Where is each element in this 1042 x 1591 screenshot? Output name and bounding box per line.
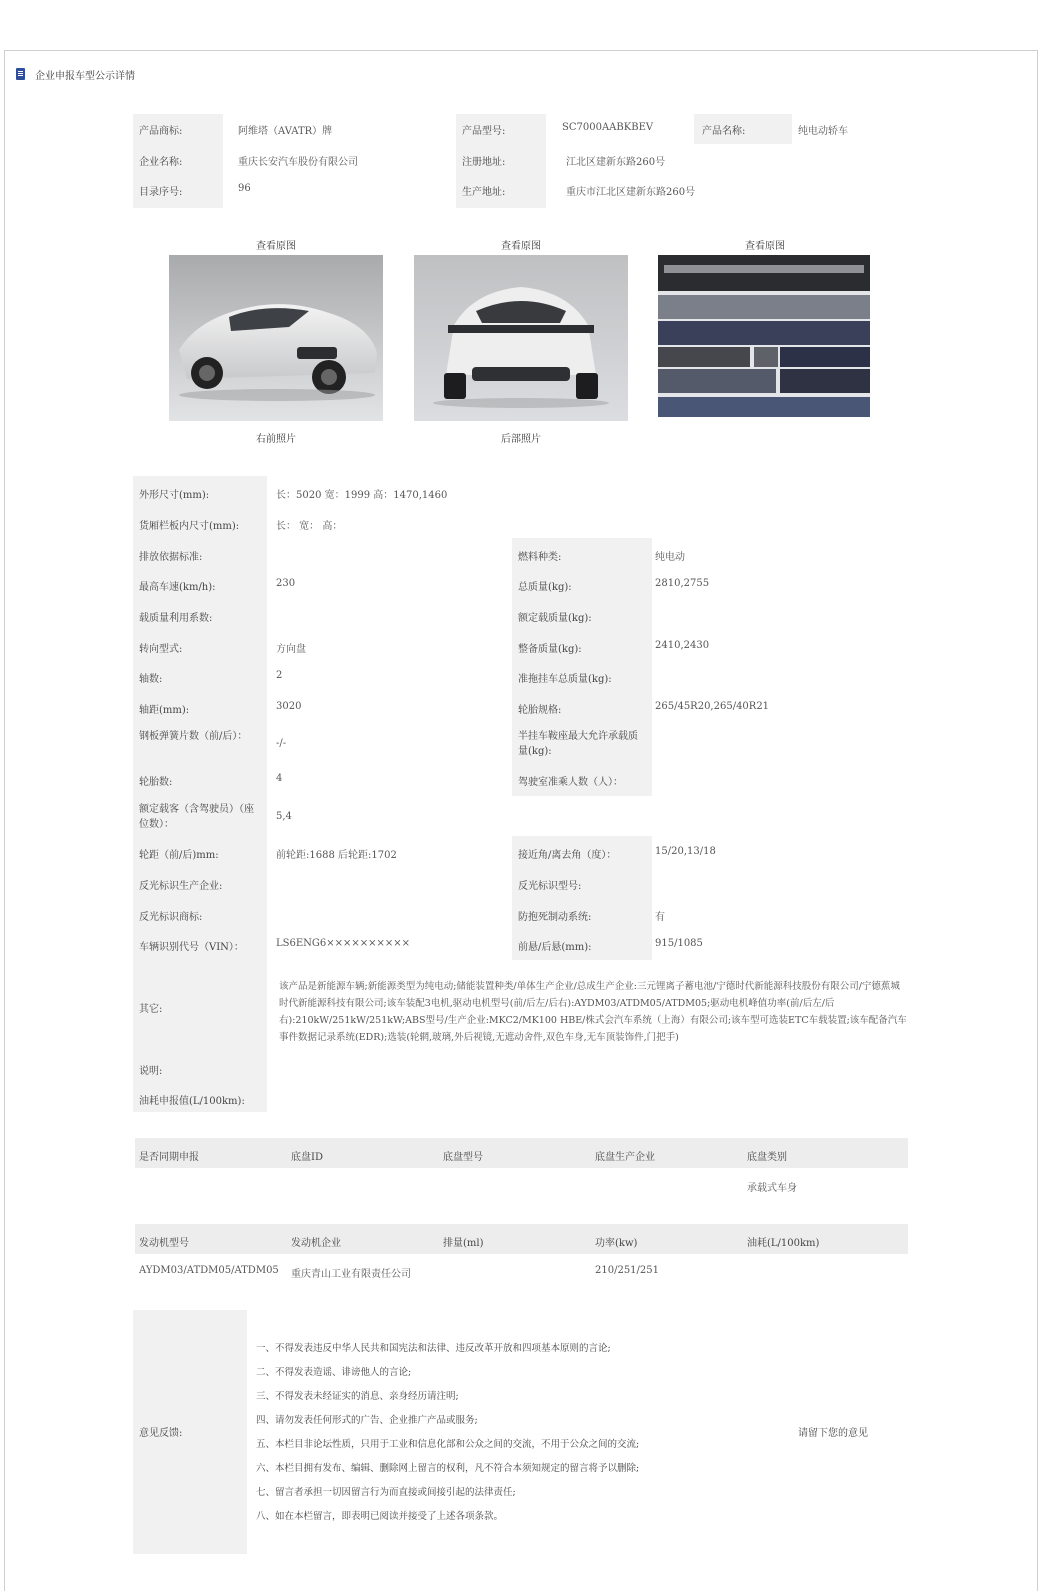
reg-address-label: 注册地址: — [462, 157, 506, 168]
speed-value: 230 — [276, 578, 296, 589]
rated-load-label: 额定载质量(kg): — [518, 613, 592, 624]
front-photo[interactable] — [169, 255, 383, 421]
chassis-col-header: 底盘类别 — [747, 1152, 787, 1163]
view-original-link[interactable]: 查看原图 — [256, 241, 296, 252]
prod-address-value: 重庆市江北区建新东路260号 — [566, 187, 696, 198]
fuel-consumption-label: 油耗申报值(L/100km): — [139, 1096, 245, 1107]
total-mass-label: 总质量(kg): — [518, 582, 572, 593]
engine-col-header: 发动机型号 — [139, 1238, 189, 1249]
prod-address-label: 生产地址: — [462, 187, 506, 198]
engine-col-header: 发动机企业 — [291, 1238, 341, 1249]
rear-photo-caption: 后部照片 — [501, 434, 541, 445]
feedback-rule: 三、不得发表未经证实的消息、亲身经历请注明; — [256, 1391, 459, 1402]
product-name-label: 产品名称: — [702, 126, 746, 137]
detail-photo-collage[interactable] — [658, 255, 870, 417]
model-label: 产品型号: — [462, 126, 506, 137]
tire-spec-label: 轮胎规格: — [518, 705, 562, 716]
chassis-col-header: 底盘ID — [291, 1152, 323, 1163]
fuel-label: 燃料种类: — [518, 552, 562, 563]
saddle-label: 半挂车鞍座最大允许承载质量(kg): — [518, 731, 638, 757]
wheelbase-label: 轴距(mm): — [139, 705, 190, 716]
other-value: 该产品是新能源车辆;新能源类型为纯电动;储能装置种类/单体生产企业/总成生产企业:三元锂离子蓄电池/宁德时代新能源科技股份有限公司/宁德蕉城时代新能源科技有限公司;该车装配3电机,驱动电机型号(前/后左/后右):AYDM03/ATDM05/ATDM05;驱动电机峰值功率(前/后左/后右):210kW/251kW/251kW;ABS型号/生产企业:MKC2/MK100 HBE/株式会汽车系统（上海）有限公司;该车型可选装ETC车载装置;该车配备汽车事件数据记录系统(EDR);选装(轮辋,玻璃,外后视镜,无遮动舍件,双色车身,无车顶装饰件,门把手) — [279, 981, 907, 1043]
label-shade — [133, 966, 267, 1112]
tire-spec-value: 265/45R20,265/40R21 — [655, 701, 770, 712]
trailer-label: 准拖挂车总质量(kg): — [518, 674, 612, 685]
reg-address-value: 江北区建新东路260号 — [566, 157, 666, 168]
view-original-link[interactable]: 查看原图 — [745, 241, 785, 252]
cargo-label: 货厢栏板内尺寸(mm): — [139, 521, 240, 532]
dim-label: 外形尺寸(mm): — [139, 490, 210, 501]
feedback-rule: 八、如在本栏留言，即表明已阅读并接受了上述各项条款。 — [256, 1511, 504, 1522]
feedback-rule: 二、不得发表造谣、诽谤他人的言论; — [256, 1367, 412, 1378]
axles-value: 2 — [276, 670, 283, 681]
steer-value: 方向盘 — [276, 644, 306, 655]
spring-label: 钢板弹簧片数（前/后）： — [139, 731, 248, 742]
reflect-model-label: 反光标识型号: — [518, 881, 582, 892]
spring-value: -/- — [276, 738, 287, 749]
document-icon — [16, 68, 25, 80]
tire-count-value: 4 — [276, 773, 283, 784]
company-value: 重庆长安汽车股份有限公司 — [238, 157, 358, 168]
feedback-rule: 一、不得发表违反中华人民共和国宪法和法律、违反改革开放和四项基本原则的言论; — [256, 1343, 611, 1354]
rear-photo[interactable] — [414, 255, 628, 421]
brand-value: 阿维塔（AVATR）牌 — [238, 126, 333, 137]
engine-cell: AYDM03/ATDM05/ATDM05 — [139, 1265, 279, 1276]
engine-cell: 210/251/251 — [595, 1265, 659, 1276]
curb-mass-label: 整备质量(kg): — [518, 644, 582, 655]
other-label: 其它: — [139, 1004, 163, 1015]
note-label: 说明: — [139, 1066, 163, 1077]
chassis-table-header — [135, 1138, 908, 1168]
front-photo-caption: 右前照片 — [256, 434, 296, 445]
track-value: 前轮距:1688 后轮距:1702 — [276, 850, 397, 861]
seats-value: 5,4 — [276, 811, 292, 822]
view-original-link[interactable]: 查看原图 — [501, 241, 541, 252]
catalog-label: 目录序号: — [139, 187, 183, 198]
engine-col-header: 油耗(L/100km) — [747, 1238, 820, 1249]
abs-label: 防抱死制动系统: — [518, 912, 592, 923]
angle-label: 接近角/离去角（度）： — [518, 850, 617, 861]
reflect-mfr-label: 反光标识生产企业: — [139, 881, 223, 892]
overhang-label: 前悬/后悬(mm): — [518, 942, 592, 953]
vin-value: LS6ENG6×××××××××× — [276, 938, 411, 949]
feedback-rule: 五、本栏目非论坛性质，只用于工业和信息化部和公众之间的交流，不用于公众之间的交流; — [256, 1439, 640, 1450]
engine-col-header: 排量(ml) — [443, 1238, 484, 1249]
page-title: 企业申报车型公示详情 — [35, 70, 135, 82]
feedback-label: 意见反馈: — [139, 1428, 183, 1439]
cab-label: 驾驶室准乘人数（人）： — [518, 777, 623, 788]
axles-label: 轴数: — [139, 674, 163, 685]
engine-col-header: 功率(kw) — [595, 1238, 638, 1249]
angle-value: 15/20,13/18 — [655, 846, 716, 857]
feedback-rule: 七、留言者承担一切因留言行为而直接或间接引起的法律责任; — [256, 1487, 516, 1498]
cargo-value: 长： 宽： 高： — [276, 521, 343, 532]
abs-value: 有 — [655, 912, 665, 923]
steer-label: 转向型式: — [139, 644, 183, 655]
feedback-rule: 六、本栏目拥有发布、编辑、删除网上留言的权利，凡不符合本须知规定的留言将予以删除; — [256, 1463, 640, 1474]
company-label: 企业名称: — [139, 157, 183, 168]
chassis-cell: 承载式车身 — [747, 1183, 797, 1194]
speed-label: 最高车速(km/h): — [139, 582, 216, 593]
feedback-rule: 四、请勿发表任何形式的广告、企业推广产品或服务; — [256, 1415, 478, 1426]
catalog-value: 96 — [238, 183, 251, 194]
chassis-col-header: 是否同期申报 — [139, 1152, 199, 1163]
track-label: 轮距（前/后)mm: — [139, 850, 219, 861]
fuel-value: 纯电动 — [655, 552, 685, 563]
overhang-value: 915/1085 — [655, 938, 703, 949]
dim-value: 长：5020 宽：1999 高：1470,1460 — [276, 490, 448, 501]
load-util-label: 载质量利用系数: — [139, 613, 213, 624]
vin-label: 车辆识别代号（VIN）： — [139, 942, 244, 953]
chassis-col-header: 底盘生产企业 — [595, 1152, 655, 1163]
total-mass-value: 2810,2755 — [655, 578, 710, 589]
engine-cell: 重庆青山工业有限责任公司 — [291, 1269, 411, 1280]
leave-feedback-link[interactable]: 请留下您的意见 — [798, 1428, 868, 1439]
wheelbase-value: 3020 — [276, 701, 302, 712]
emission-label: 排放依据标准: — [139, 552, 203, 563]
curb-mass-value: 2410,2430 — [655, 640, 710, 651]
product-name-value: 纯电动轿车 — [798, 126, 848, 137]
chassis-col-header: 底盘型号 — [443, 1152, 483, 1163]
model-value: SC7000AABKBEV — [562, 122, 654, 133]
brand-label: 产品商标: — [139, 126, 183, 137]
seats-label: 额定载客（含驾驶员）（座位数）： — [139, 804, 254, 830]
page-header — [16, 64, 135, 84]
tire-count-label: 轮胎数: — [139, 777, 173, 788]
reflect-brand-label: 反光标识商标: — [139, 912, 203, 923]
